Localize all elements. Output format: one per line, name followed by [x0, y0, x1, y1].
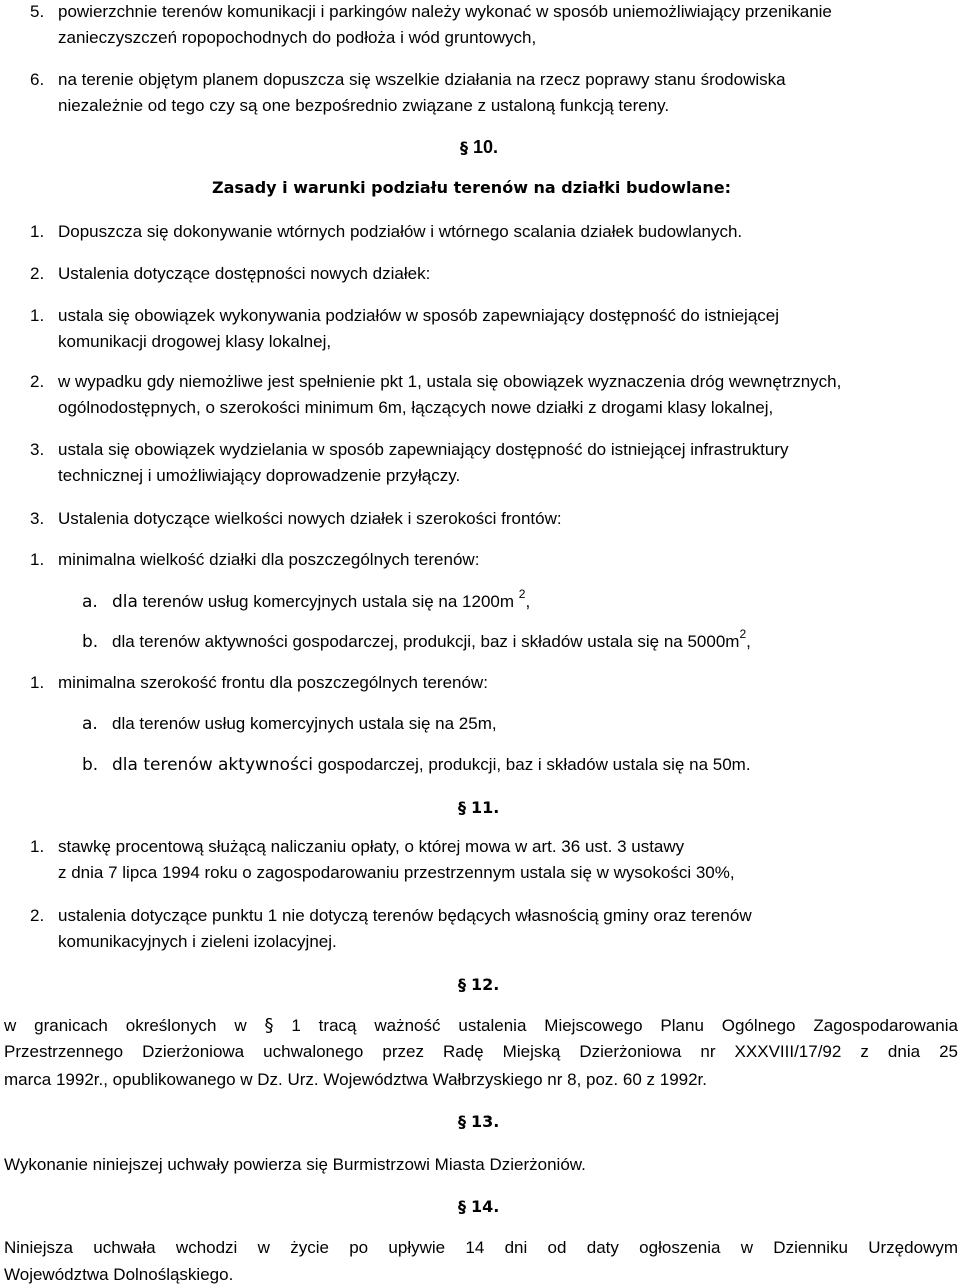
- list-item-text: na terenie objętym planem dopuszcza się wszelkie działania na rzecz poprawy stanu środowiska: [58, 70, 786, 89]
- paragraph-text: Wykonanie niniejszej uchwały powierza się Burmistrzowi Miasta Dzierżoniów.: [4, 1155, 586, 1174]
- sub-item-text-part: gospodarczej, produkcji, baz i składów ustala się na 50m.: [317, 755, 751, 774]
- list-item-text: stawkę procentową służącą naliczaniu opłaty, o której mowa w art. 36 ust. 3 ustawy: [58, 837, 685, 856]
- section-sign: §: [458, 1197, 466, 1216]
- list-item-text: komunikacyjnych i zieleni izolacyjnej.: [58, 932, 337, 951]
- list-item-text: ustala się obowiązek wykonywania podziałów w sposób zapewniający dostępność do istniejącej: [58, 306, 780, 325]
- section-number: 14.: [471, 1197, 500, 1216]
- section-number: 10.: [473, 137, 499, 157]
- list-item-number: 2.: [30, 906, 45, 925]
- list-item-text: powierzchnie terenów komunikacji i parkingów należy wykonać w sposób uniemożliwiający przenikanie: [58, 2, 832, 21]
- list-item-text: ustalenia dotyczące punktu 1 nie dotyczą terenów będących własnością gminy oraz terenów: [58, 906, 752, 925]
- paragraph-text-part: 1 tracą ważność ustalenia Miejscowego Planu Ogólnego Zagospodarowania: [291, 1016, 958, 1035]
- paragraph-number: 1.: [30, 222, 45, 241]
- sub-item-text: [112, 755, 751, 775]
- section-title: Zasady i warunki podziału terenów na działki budowlane:: [212, 178, 731, 197]
- sub-item-letter: b.: [82, 632, 99, 652]
- section-sign: §: [460, 138, 468, 157]
- sub-item-tail: ,: [746, 632, 751, 651]
- paragraph-text: [4, 1016, 958, 1036]
- section-heading-13: [458, 1110, 499, 1133]
- paragraph-text: Ustalenia dotyczące wielkości nowych działek i szerokości frontów:: [58, 509, 562, 528]
- list-item-number: 1.: [30, 673, 45, 692]
- list-item-text: minimalna wielkość działki dla poszczególnych terenów:: [58, 550, 480, 569]
- sub-item-text: [112, 627, 751, 652]
- list-item-text: technicznej i umożliwiający doprowadzenie przyłączy.: [58, 466, 461, 485]
- superscript: 2: [518, 587, 526, 602]
- superscript: 2: [739, 627, 747, 642]
- paragraph-text: marca 1992r., opublikowanego w Dz. Urz. Województwa Wałbrzyskiego nr 8, poz. 60 z 1992r.: [4, 1070, 708, 1089]
- sub-item-text-part: dla terenów aktywności: [112, 755, 314, 775]
- sub-item-letter: b.: [82, 755, 99, 775]
- list-item-text: ustala się obowiązek wydzielania w sposób zapewniający dostępność do istniejącej infrastruktury: [58, 440, 789, 459]
- list-item-number: 6.: [30, 70, 45, 89]
- list-item-number: 1.: [30, 550, 45, 569]
- sub-item-text-part: dla terenów aktywności gospodarczej, produkcji, baz i składów ustala się na 5000m: [112, 632, 740, 651]
- list-item-text: w wypadku gdy niemożliwe jest spełnienie pkt 1, ustala się obowiązek wyznaczenia dróg wewnętrznych,: [58, 372, 842, 391]
- list-item-text: minimalna szerokość frontu dla poszczególnych terenów:: [58, 673, 488, 692]
- sub-item-text-part: dla: [112, 592, 138, 612]
- paragraph-text: Dopuszcza się dokonywanie wtórnych podziałów i wtórnego scalania działek budowlanych.: [58, 222, 743, 241]
- sub-item-text: [112, 587, 531, 612]
- paragraph-number: 3.: [30, 509, 45, 528]
- paragraph-text: Województwa Dolnośląskiego.: [4, 1265, 234, 1284]
- sub-item-text: dla terenów usług komercyjnych ustala się na 25m,: [112, 714, 497, 733]
- list-item-number: 1.: [30, 306, 45, 325]
- section-sign: §: [458, 1112, 466, 1131]
- paragraph-text-part: w granicach określonych w: [4, 1016, 247, 1035]
- section-number: 13.: [471, 1112, 500, 1131]
- section-heading-14: [458, 1195, 499, 1218]
- paragraph-text: Niniejsza uchwała wchodzi w życie po upływie 14 dni od daty ogłoszenia w Dzienniku Urzędowym: [4, 1238, 958, 1257]
- list-item-text: komunikacji drogowej klasy lokalnej,: [58, 332, 332, 351]
- sub-item-letter: a.: [82, 592, 98, 612]
- section-number: 11.: [471, 798, 500, 817]
- section-heading-11: [458, 796, 499, 819]
- sub-item-text-part: terenów usług komercyjnych ustala się na 1200m: [142, 592, 515, 611]
- section-heading-10: [460, 136, 498, 159]
- paragraph-number: 2.: [30, 264, 45, 283]
- sub-item-tail: ,: [525, 592, 531, 611]
- list-item-text: z dnia 7 lipca 1994 roku o zagospodarowaniu przestrzennym ustala się w wysokości 30%,: [58, 863, 735, 882]
- sub-item-letter: a.: [82, 714, 98, 734]
- list-item-number: 1.: [30, 837, 45, 856]
- section-heading-12: [458, 973, 499, 996]
- paragraph-text: Przestrzennego Dzierżoniowa uchwalonego przez Radę Miejską Dzierżoniowa nr XXXVIII/17/92 z dnia 25: [4, 1042, 958, 1061]
- list-item-text: ogólnodostępnych, o szerokości minimum 6m, łączących nowe działki z drogami klasy lokalnej,: [58, 398, 774, 417]
- list-item-number: 2.: [30, 372, 45, 391]
- section-sign: §: [458, 798, 466, 817]
- list-item-number: 5.: [30, 2, 45, 21]
- list-item-text: zanieczyszczeń ropopochodnych do podłoża i wód gruntowych,: [58, 28, 537, 47]
- section-sign: §: [264, 1015, 274, 1036]
- list-item-text: niezależnie od tego czy są one bezpośrednio związane z ustaloną funkcją tereny.: [58, 96, 670, 115]
- section-sign: §: [458, 975, 466, 994]
- paragraph-text: Ustalenia dotyczące dostępności nowych działek:: [58, 264, 431, 283]
- list-item-number: 3.: [30, 440, 45, 459]
- section-number: 12.: [471, 975, 500, 994]
